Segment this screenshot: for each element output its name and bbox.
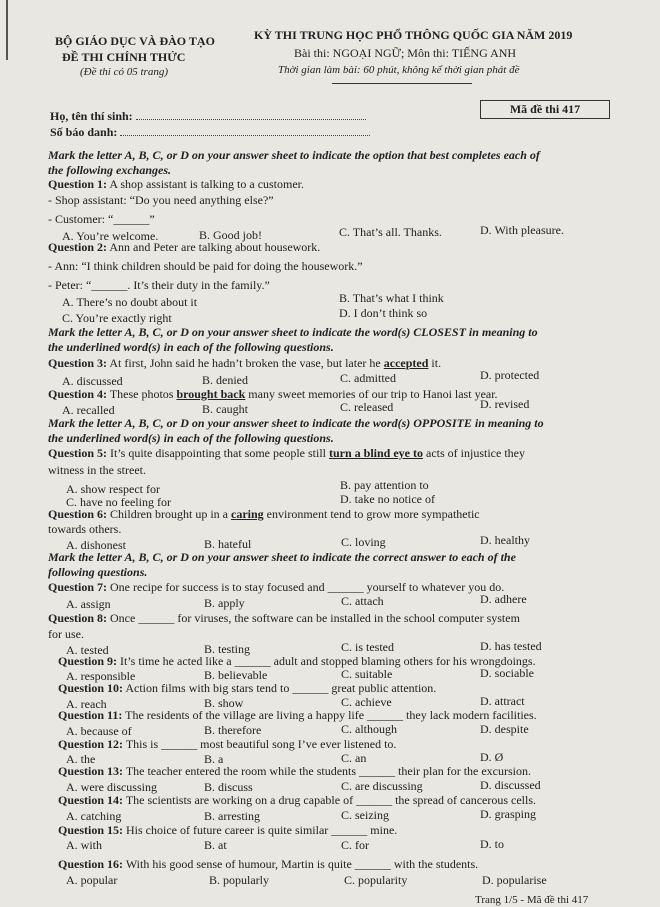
instruction-3b: the underlined word(s) in each of the following questions.	[48, 431, 334, 445]
instruction-1	[48, 148, 540, 178]
official-label: ĐỀ THI CHÍNH THỨC	[62, 50, 186, 64]
q3-option-b: B. denied	[202, 373, 248, 387]
q7-option-c: C. attach	[341, 594, 384, 608]
q16-stem: With his good sense of humour, Martin is quite ______ with the students.	[125, 857, 479, 871]
q9-option-c: C. suitable	[341, 667, 393, 681]
q16-option-a: A. popular	[66, 873, 118, 887]
q16-option-d: D. popularise	[482, 873, 547, 887]
exam-title: KỲ THI TRUNG HỌC PHỔ THÔNG QUỐC GIA NĂM 2019	[254, 28, 573, 42]
question-11	[58, 708, 537, 722]
q12-option-c: C. an	[341, 751, 367, 765]
page-footer: Trang 1/5 - Mã đề thi 417	[475, 894, 589, 906]
q2-number: Question 2:	[48, 240, 108, 254]
q11-option-b: B. therefore	[204, 723, 262, 737]
q12-option-b: B. a	[204, 752, 224, 766]
q15-number: Question 15:	[58, 823, 124, 837]
q9-option-d: D. sociable	[480, 666, 534, 680]
q1-option-d: D. With pleasure.	[480, 223, 564, 237]
q1-option-c: C. That’s all. Thanks.	[339, 225, 442, 239]
question-5	[48, 446, 525, 460]
q2-line-1: - Ann: “I think children should be paid for doing the housework.”	[48, 259, 363, 273]
q2-option-d: D. I don’t think so	[339, 306, 428, 320]
question-6	[48, 507, 480, 521]
q13-option-d: D. discussed	[480, 778, 541, 792]
instruction-2a: Mark the letter A, B, C, or D on your answer sheet to indicate the word(s) CLOSEST in meaning to	[48, 325, 538, 339]
q2-stem: Ann and Peter are talking about housework.	[109, 240, 321, 254]
q7-option-d: D. adhere	[480, 592, 527, 606]
header-rule	[332, 83, 472, 84]
q7-stem: One recipe for success is to stay focused and ______ yourself to whatever you do.	[110, 580, 505, 594]
q14-stem: The scientists are working on a drug capable of ______ the spread of cancerous cells.	[125, 793, 537, 807]
instruction-1a: Mark the letter A, B, C, or D on your answer sheet to indicate the option that best completes each of	[48, 148, 540, 162]
q1-number: Question 1:	[48, 177, 108, 191]
q12-number: Question 12:	[58, 737, 124, 751]
q15-option-c: C. for	[341, 838, 369, 852]
q5-underlined: turn a blind eye to	[329, 446, 424, 460]
instruction-3a: Mark the letter A, B, C, or D on your answer sheet to indicate the word(s) OPPOSITE in meaning to	[48, 416, 544, 430]
q5-number: Question 5:	[48, 446, 108, 460]
q11-option-d: D. despite	[480, 722, 529, 736]
q4-underlined: brought back	[176, 387, 246, 401]
name-label: Họ, tên thí sinh:	[50, 109, 133, 123]
q8-line-2: for use.	[48, 627, 84, 641]
q11-number: Question 11:	[58, 708, 123, 722]
q6-option-d: D. healthy	[480, 533, 530, 547]
q3-option-c: C. admitted	[340, 371, 396, 385]
q2-option-a: A. There’s no doubt about it	[62, 295, 198, 309]
q14-number: Question 14:	[58, 793, 124, 807]
q6-number: Question 6:	[48, 507, 108, 521]
q14-option-d: D. grasping	[480, 807, 536, 821]
question-3	[48, 356, 441, 370]
q6-option-c: C. loving	[341, 535, 386, 549]
q10-option-d: D. attract	[480, 694, 525, 708]
q3-post: it.	[431, 356, 442, 370]
q6-option-b: B. hateful	[204, 537, 252, 551]
q1-line-2: - Customer: “______”	[48, 212, 155, 226]
q2-option-c: C. You’re exactly right	[62, 311, 172, 325]
q7-option-b: B. apply	[204, 596, 245, 610]
q14-option-b: B. arresting	[204, 809, 260, 823]
q6-line-2: towards others.	[48, 522, 122, 536]
instruction-4b: following questions.	[48, 565, 148, 579]
q4-number: Question 4:	[48, 387, 108, 401]
q3-number: Question 3:	[48, 356, 108, 370]
q10-stem: Action films with big stars tend to ______ great public attention.	[125, 681, 437, 695]
q16-number: Question 16:	[58, 857, 124, 871]
candidate-id-row	[50, 125, 370, 140]
q7-option-a: A. assign	[66, 597, 111, 611]
q12-option-d: D. Ø	[480, 750, 504, 764]
q5-post: acts of injustice they	[426, 446, 525, 460]
q13-option-c: C. are discussing	[341, 779, 423, 793]
q13-option-a: A. were discussing	[66, 780, 157, 794]
q13-option-b: B. discuss	[204, 780, 253, 794]
exam-subject: Bài thi: NGOẠI NGỮ; Môn thi: TIẾNG ANH	[294, 46, 517, 60]
q2-line-2: - Peter: “______. It’s their duty in the family.”	[48, 278, 270, 292]
id-field	[120, 135, 370, 136]
q5-line-2: witness in the street.	[48, 463, 146, 477]
question-1	[48, 177, 304, 191]
q4-pre: These photos	[109, 387, 174, 401]
q15-stem: His choice of future career is quite similar ______ mine.	[126, 823, 398, 837]
q1-line-1: - Shop assistant: “Do you need anything else?”	[48, 193, 274, 207]
q11-option-c: C. although	[341, 722, 397, 736]
q16-option-c: C. popularity	[344, 873, 408, 887]
q3-option-a: A. discussed	[62, 374, 123, 388]
q14-option-c: C. seizing	[341, 808, 389, 822]
q13-stem: The teacher entered the room while the students ______ their plan for the excursion.	[125, 764, 532, 778]
id-label: Số báo danh:	[50, 125, 118, 139]
q8-option-a: A. tested	[66, 643, 109, 657]
q10-option-a: A. reach	[66, 697, 107, 711]
q3-underlined: accepted	[383, 356, 429, 370]
q15-option-b: B. at	[204, 838, 227, 852]
candidate-name-row	[50, 109, 366, 124]
q14-option-a: A. catching	[66, 809, 122, 823]
question-12	[58, 737, 396, 751]
q6-underlined: caring	[231, 507, 264, 521]
q4-option-b: B. caught	[202, 402, 248, 416]
question-15	[58, 823, 397, 837]
q5-option-b: B. pay attention to	[340, 478, 429, 492]
q15-option-a: A. with	[66, 838, 102, 852]
q8-option-d: D. has tested	[480, 639, 542, 653]
q1-stem: A shop assistant is talking to a customer.	[109, 177, 305, 191]
exam-time: Thời gian làm bài: 60 phút, không kể thời gian phát đề	[278, 64, 520, 76]
q5-option-d: D. take no notice of	[340, 492, 435, 506]
q4-post: many sweet memories of our trip to Hanoi last year.	[248, 387, 498, 401]
q9-option-b: B. believable	[204, 668, 268, 682]
q12-stem: This is ______ most beautiful song I’ve ever listened to.	[125, 737, 397, 751]
q6-post: environment tend to grow more sympathetic	[266, 507, 480, 521]
q2-option-b: B. That’s what I think	[339, 291, 444, 305]
question-10	[58, 681, 436, 695]
q3-option-d: D. protected	[480, 368, 540, 382]
q6-pre: Children brought up in a	[110, 507, 228, 521]
question-9	[58, 654, 536, 668]
q10-number: Question 10:	[58, 681, 124, 695]
q1-option-b: B. Good job!	[199, 228, 262, 242]
q4-option-c: C. released	[340, 400, 394, 414]
q13-number: Question 13:	[58, 764, 124, 778]
instruction-2	[48, 325, 538, 355]
q5-option-c: C. have no feeling for	[66, 495, 171, 509]
question-14	[58, 793, 536, 807]
q4-option-d: D. revised	[480, 397, 530, 411]
q9-number: Question 9:	[58, 654, 118, 668]
q16-option-b: B. popularly	[209, 873, 269, 887]
question-8	[48, 611, 520, 625]
q8-stem: Once ______ for viruses, the software can be installed in the school computer system	[110, 611, 520, 625]
question-7	[48, 580, 504, 594]
instruction-4	[48, 550, 516, 580]
q8-number: Question 8:	[48, 611, 108, 625]
q11-stem: The residents of the village are living a happy life ______ they lack modern facilities.	[125, 708, 537, 722]
q3-pre: At first, John said he hadn’t broken the vase, but later he	[109, 356, 381, 370]
q11-option-a: A. because of	[66, 724, 132, 738]
q8-option-b: B. testing	[204, 642, 251, 656]
ministry-name: BỘ GIÁO DỤC VÀ ĐÀO TẠO	[55, 34, 215, 48]
q9-stem: It’s time he acted like a ______ adult and stopped blaming others for his wrongdoings.	[120, 654, 536, 668]
q1-option-a: A. You’re welcome.	[62, 229, 159, 243]
q9-option-a: A. responsible	[66, 669, 136, 683]
instruction-4a: Mark the letter A, B, C, or D on your answer sheet to indicate the correct answer to each of the	[48, 550, 516, 564]
instruction-2b: the underlined word(s) in each of the following questions.	[48, 340, 334, 354]
pages-note: (Đề thi có 05 trang)	[80, 66, 168, 78]
instruction-3	[48, 416, 544, 446]
margin-line	[6, 0, 8, 60]
q7-number: Question 7:	[48, 580, 108, 594]
name-field	[136, 119, 366, 120]
question-2	[48, 240, 320, 254]
question-13	[58, 764, 531, 778]
question-4	[48, 387, 498, 401]
q12-option-a: A. the	[66, 752, 96, 766]
question-16	[58, 857, 478, 871]
q6-option-a: A. dishonest	[66, 538, 126, 552]
exam-code-box: Mã đề thi 417	[480, 100, 610, 119]
q10-option-c: C. achieve	[341, 695, 392, 709]
q8-option-c: C. is tested	[341, 640, 394, 654]
q10-option-b: B. show	[204, 696, 244, 710]
q4-option-a: A. recalled	[62, 403, 115, 417]
q5-pre: It’s quite disappointing that some people still	[110, 446, 326, 460]
q5-option-a: A. show respect for	[66, 482, 160, 496]
q15-option-d: D. to	[480, 837, 504, 851]
instruction-1b: the following exchanges.	[48, 163, 172, 177]
